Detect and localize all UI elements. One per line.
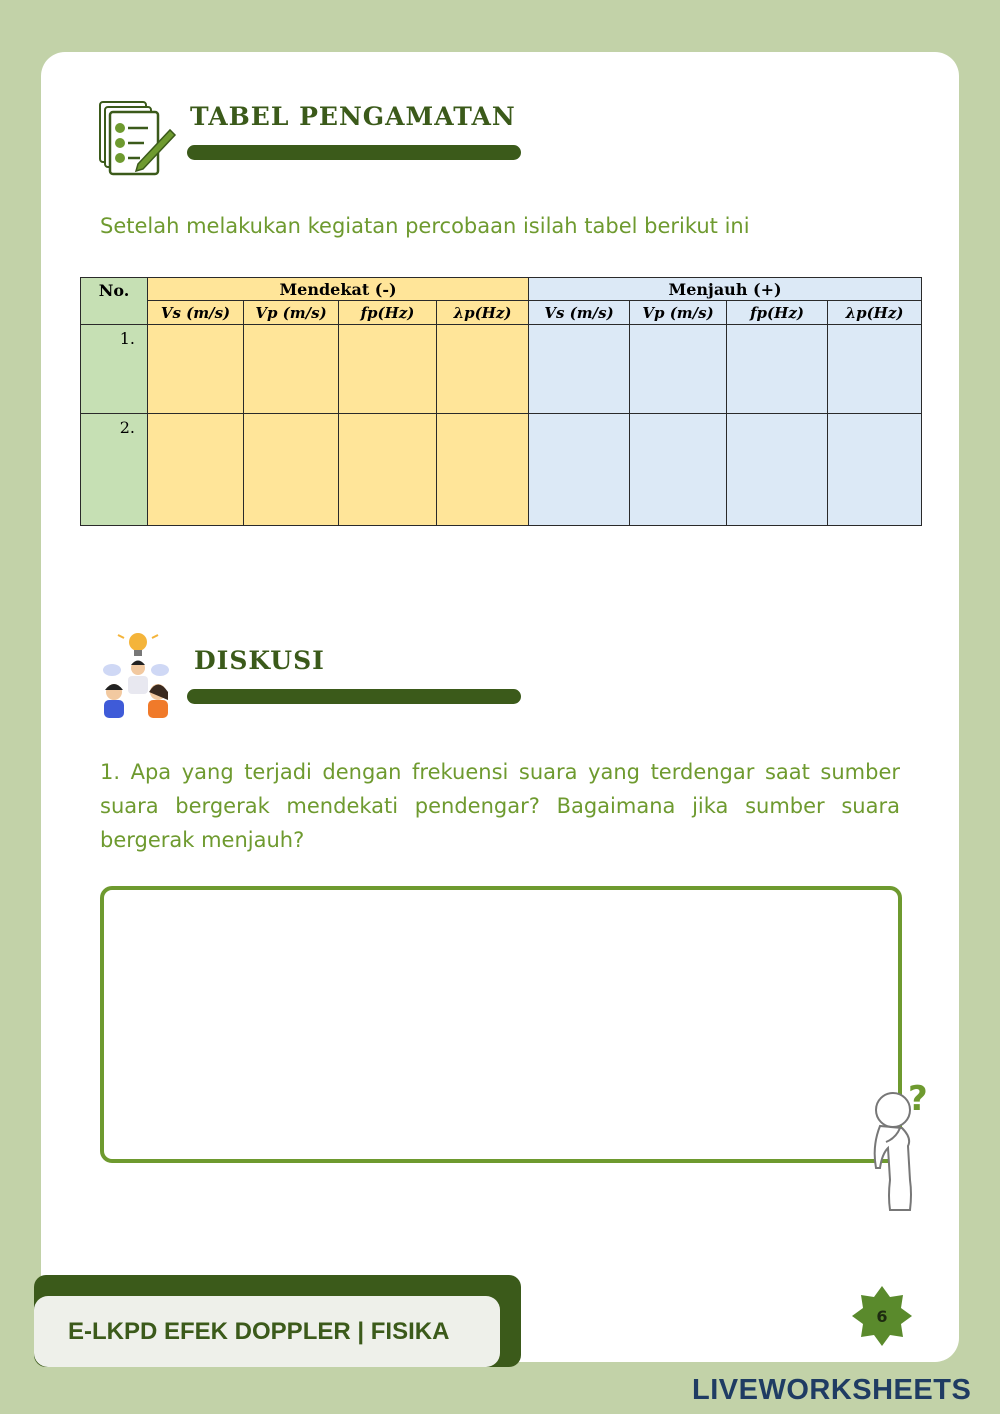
group-far-header: Menjauh (+) xyxy=(529,278,922,301)
discussion-question: 1. Apa yang terjadi dengan frekuensi suara yang terdengar saat sumber suara bergerak mendekati pendengar? Bagaimana jika sumber suara bergerak menjauh? xyxy=(100,760,900,852)
table-cell-input[interactable] xyxy=(630,414,727,526)
checklist-icon xyxy=(98,100,178,176)
table-cell-input[interactable] xyxy=(244,325,339,414)
table-cell-input[interactable] xyxy=(529,325,630,414)
worksheet-page xyxy=(41,52,959,1362)
far-lambda-header: λp(Hz) xyxy=(828,301,922,325)
group-near-header: Mendekat (-) xyxy=(148,278,529,301)
table-cell-input[interactable] xyxy=(339,325,437,414)
table-cell-input[interactable] xyxy=(148,414,244,526)
table-cell-input[interactable] xyxy=(339,414,437,526)
observation-title: TABEL PENGAMATAN xyxy=(190,102,516,131)
answer-textarea[interactable] xyxy=(100,886,902,1163)
near-vp-header: Vp (m/s) xyxy=(244,301,339,325)
no-header: No. xyxy=(81,278,148,325)
table-cell-input[interactable] xyxy=(727,325,828,414)
table-row xyxy=(81,414,922,526)
observation-title-bar xyxy=(187,145,521,160)
observation-table xyxy=(80,277,922,526)
table-cell-input[interactable] xyxy=(630,325,727,414)
near-lambda-header: λp(Hz) xyxy=(437,301,529,325)
table-cell-input[interactable] xyxy=(727,414,828,526)
table-cell-input[interactable] xyxy=(828,325,922,414)
table-cell-input[interactable] xyxy=(244,414,339,526)
table-row xyxy=(81,325,922,414)
page-number: 6 xyxy=(876,1306,888,1326)
table-cell-input[interactable] xyxy=(828,414,922,526)
discussion-people-icon xyxy=(98,630,178,722)
thinking-person-icon xyxy=(866,1076,936,1216)
far-vs-header: Vs (m/s) xyxy=(529,301,630,325)
table-cell-input[interactable] xyxy=(148,325,244,414)
row-number: 2. xyxy=(81,414,148,526)
observation-instruction: Setelah melakukan kegiatan percobaan isilah tabel berikut ini xyxy=(100,214,750,238)
far-fp-header: fp(Hz) xyxy=(727,301,828,325)
near-fp-header: fp(Hz) xyxy=(339,301,437,325)
discussion-title: DISKUSI xyxy=(194,646,325,675)
near-vs-header: Vs (m/s) xyxy=(148,301,244,325)
svg-text:?: ? xyxy=(908,1079,928,1119)
discussion-title-bar xyxy=(187,689,521,704)
liveworksheets-watermark: LIVEWORKSHEETS xyxy=(692,1374,972,1406)
table-cell-input[interactable] xyxy=(437,414,529,526)
far-vp-header: Vp (m/s) xyxy=(630,301,727,325)
table-cell-input[interactable] xyxy=(437,325,529,414)
table-cell-input[interactable] xyxy=(529,414,630,526)
footer-label: E-LKPD EFEK DOPPLER | FISIKA xyxy=(68,1318,450,1345)
row-number: 1. xyxy=(81,325,148,414)
